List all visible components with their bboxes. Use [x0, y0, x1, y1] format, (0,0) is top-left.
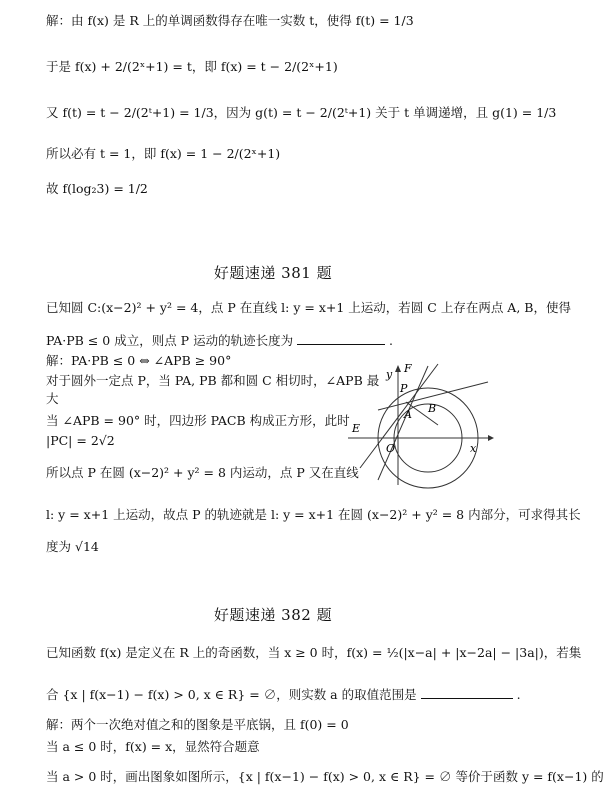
problem-381-solution-line-6: 所以点 P 在圆 (x−2)² + y² = 8 内运动，点 P 又在直线: [46, 465, 359, 480]
question-end: .: [516, 687, 521, 702]
problem-382-solution-line-1: 解：两个一次绝对值之和的图象是平底锅，且 f(0) = 0: [46, 717, 349, 732]
problem-381-title: 好题速递 381 题: [213, 264, 333, 282]
label-x: x: [470, 442, 477, 455]
question-end: .: [389, 333, 394, 348]
problem-382-title: 好题速递 382 题: [213, 606, 333, 624]
problem-381-question-line-2: [46, 332, 393, 350]
answer-blank: [421, 686, 513, 699]
problem-381-solution-line-1: 解：PA·PB ≤ 0 ⇔ ∠APB ≥ 90°: [46, 353, 232, 368]
label-a: A: [404, 408, 412, 421]
solution-line-3: 又 f(t) = t − 2/(2ᵗ+1) = 1/3，因为 g(t) = t − 2/(2ᵗ+1) 关于 t 单调递增，且 g(1) = 1/3: [46, 105, 557, 120]
solution-line-1: 解：由 f(x) 是 R 上的单调函数得存在唯一实数 t，使得 f(t) = 1/3: [46, 13, 414, 28]
question-text: 合 {x | f(x−1) − f(x) > 0, x ∈ R} = ∅，则实数 a 的取值范围是: [46, 687, 417, 702]
question-text: PA·PB ≤ 0 成立，则点 P 运动的轨迹长度为: [46, 333, 294, 348]
problem-382-solution-line-2: 当 a ≤ 0 时，f(x) = x，显然符合题意: [46, 739, 260, 754]
problem-381-solution-line-3: 大: [46, 391, 59, 406]
label-b: B: [428, 402, 437, 415]
problem-381-solution-line-7: l: y = x+1 上运动，故点 P 的轨迹就是 l: y = x+1 在圆 (x−2)² + y² = 8 内部分，可求得其长: [46, 507, 581, 522]
problem-382-solution-line-3: 当 a > 0 时，画出图象如图所示，{x | f(x−1) − f(x) > 0, x ∈ R} = ∅ 等价于函数 y = f(x−1) 的: [46, 769, 604, 784]
circle-tangent-diagram: [338, 360, 498, 490]
problem-381-solution-line-8: 度为 √14: [46, 539, 99, 554]
label-y: y: [386, 368, 393, 381]
problem-382-question-line-2: [46, 686, 521, 704]
problem-382-question-line-1: 已知函数 f(x) 是定义在 R 上的奇函数，当 x ≥ 0 时，f(x) = ½(|x−a| + |x−2a| − |3a|)，若集: [46, 645, 582, 660]
problem-381-solution-line-5: |PC| = 2√2: [46, 433, 115, 448]
label-f: F: [404, 362, 412, 375]
problem-381-question-line-1: 已知圆 C:(x−2)² + y² = 4，点 P 在直线 l: y = x+1 上运动，若圆 C 上存在两点 A, B，使得: [46, 300, 571, 315]
solution-line-2: 于是 f(x) + 2/(2ˣ+1) = t，即 f(x) = t − 2/(2ˣ+1): [46, 59, 338, 74]
y-axis-arrow: [395, 365, 401, 372]
solution-line-4: 所以必有 t = 1，即 f(x) = 1 − 2/(2ˣ+1): [46, 146, 281, 161]
problem-381-solution-line-4: 当 ∠APB = 90° 时，四边形 PACB 构成正方形，此时: [46, 413, 350, 428]
problem-381-solution-line-2: 对于圆外一定点 P，当 PA, PB 都和圆 C 相切时，∠APB 最: [46, 373, 380, 388]
answer-blank: [297, 332, 385, 345]
label-e: E: [352, 422, 361, 435]
solution-line-5: 故 f(log₂3) = 1/2: [46, 181, 148, 196]
label-o: O: [386, 442, 396, 455]
label-p: P: [400, 382, 408, 395]
x-axis-arrow: [488, 435, 494, 441]
